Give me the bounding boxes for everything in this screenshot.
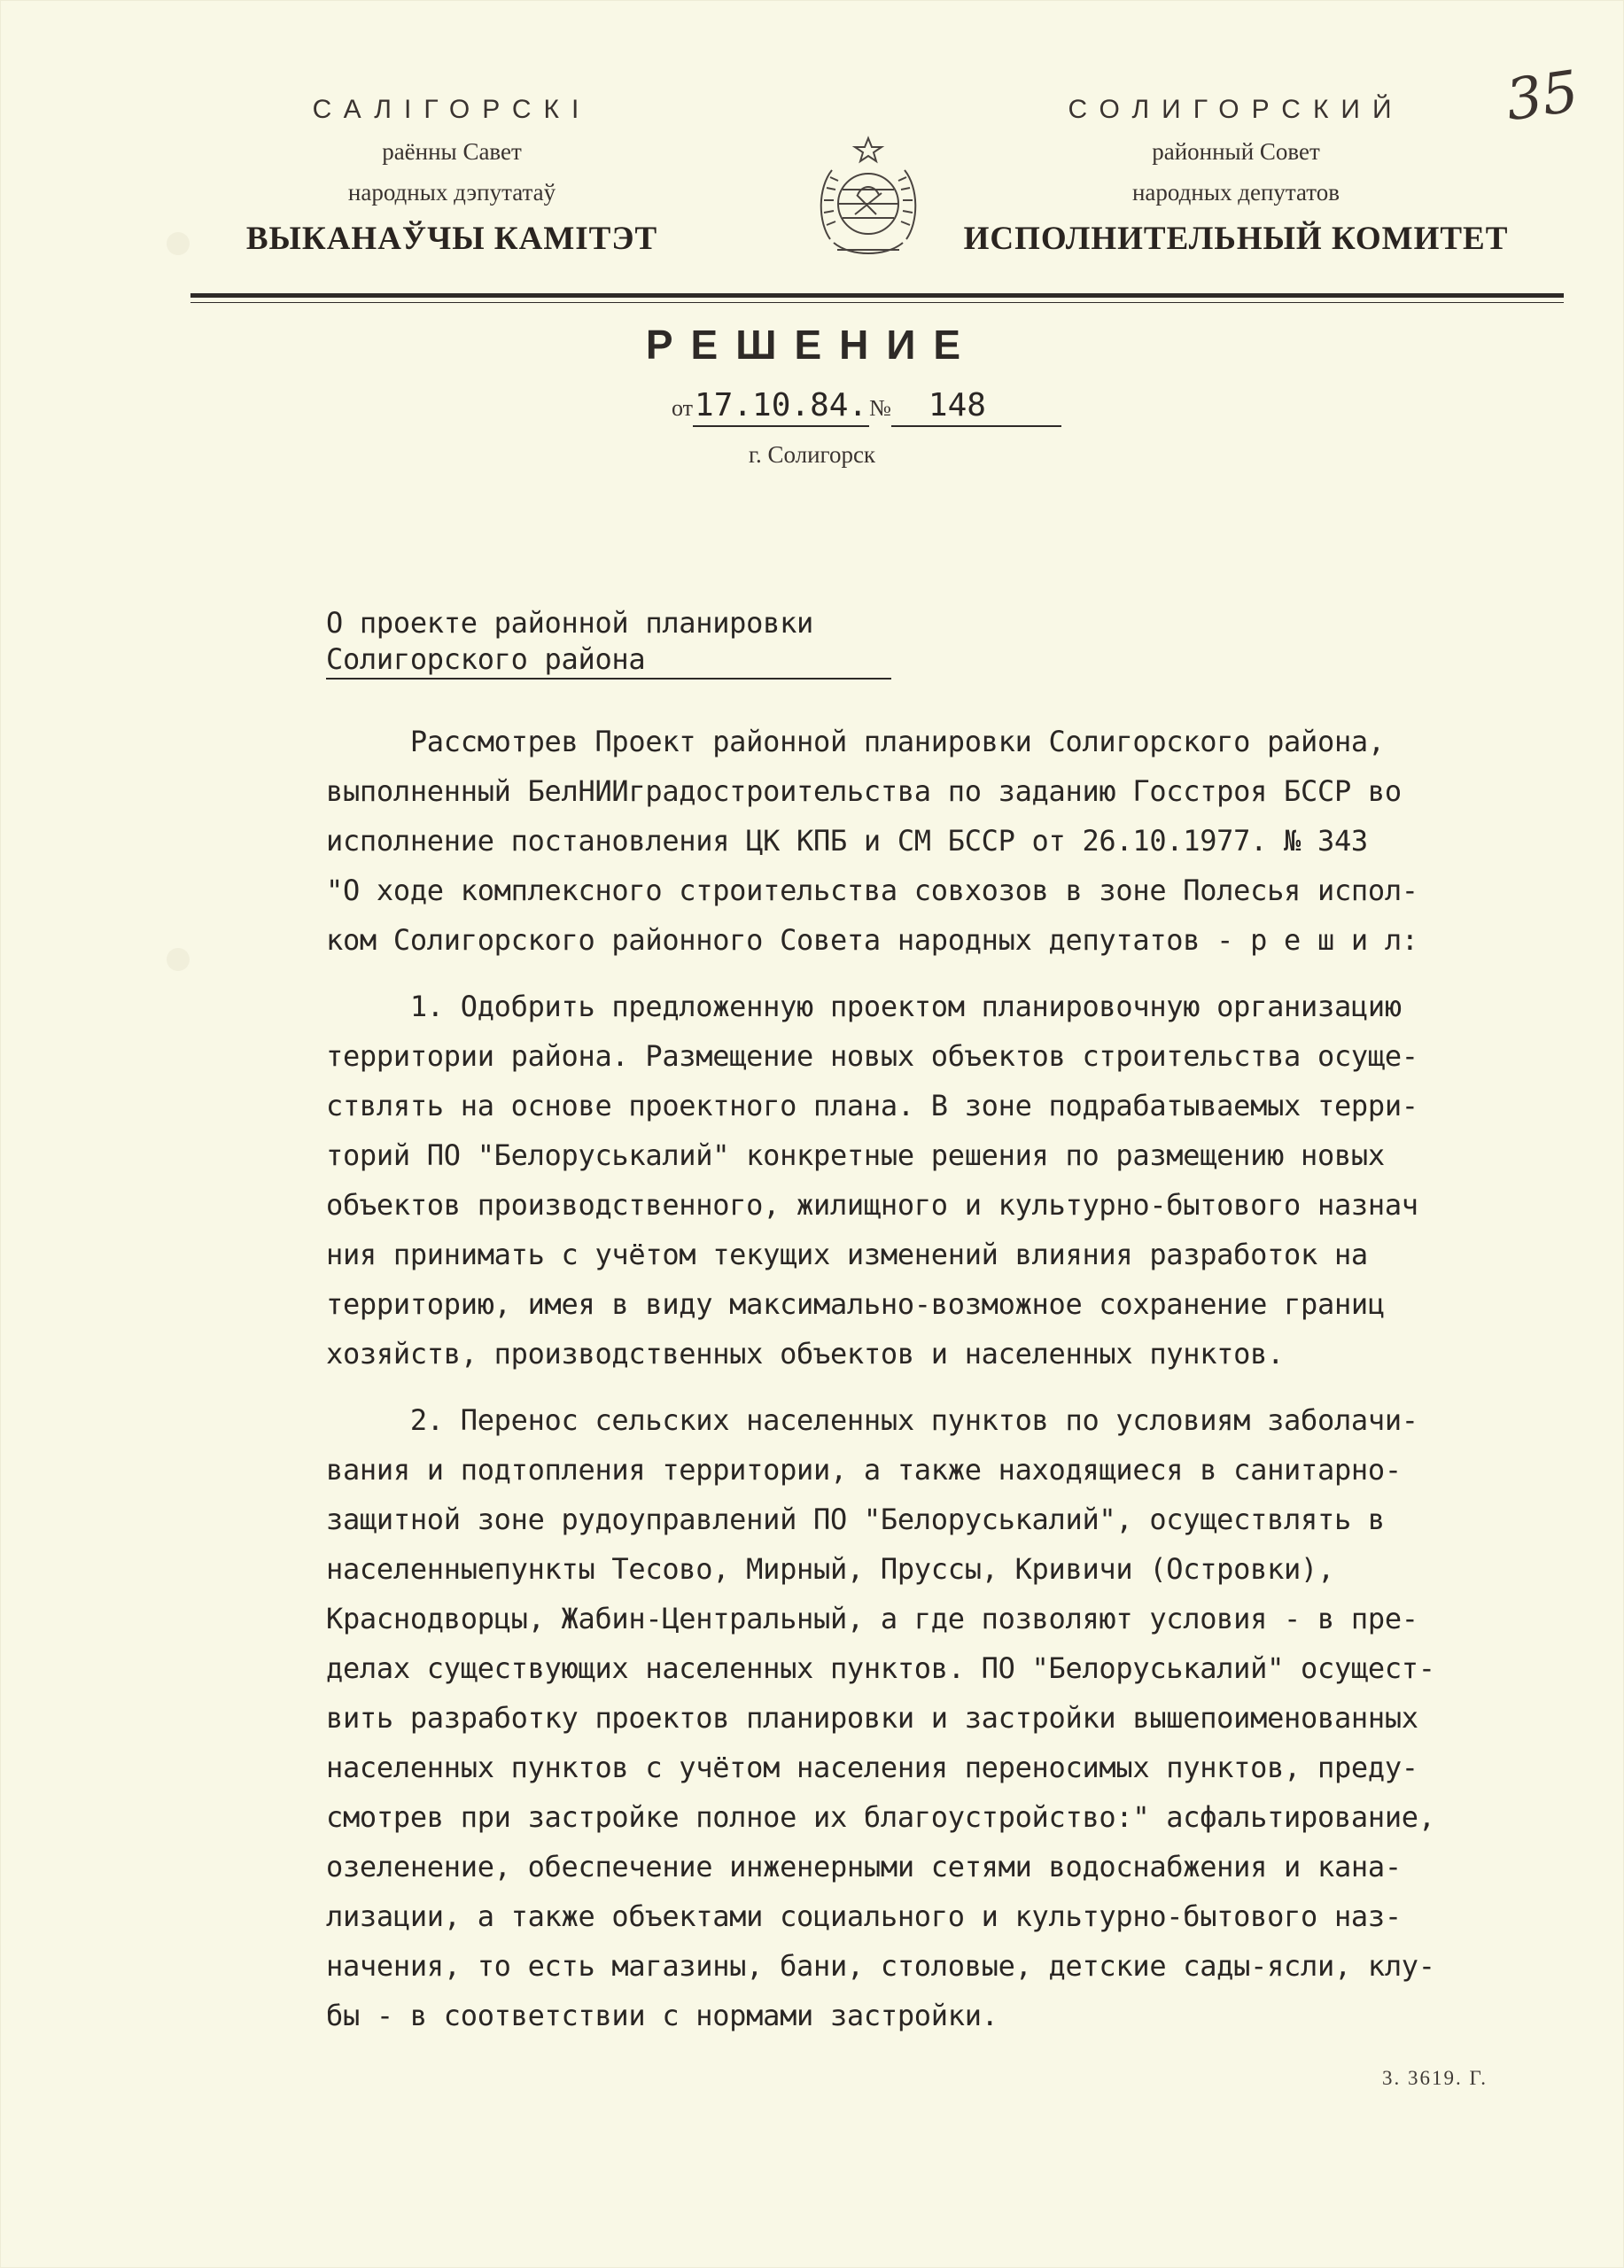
header-council: раённы Савет [382,138,522,165]
header-divider [190,293,1564,298]
city-line: г. Солигорск [748,441,876,468]
print-code: 3. 3619. Г. [1382,2067,1488,2089]
header-org-name: САЛІГОРСКІ [312,95,592,124]
punch-hole-mark [167,948,190,971]
body-text-line: вить разработку проектов планировки и застройки вышепоименованных [326,1701,1418,1735]
body-text-line: начения, то есть магазины, бани, столовые, детские сады-ясли, клу- [326,1949,1435,1983]
subject-underline [326,678,891,680]
header-org-name: СОЛИГОРСКИЙ [1068,95,1404,124]
body-text-line: бы - в соответствии с нормами застройки. [326,1999,998,2032]
header-deputies: народных депутатов [1131,179,1340,206]
body-text-line: исполнение постановления ЦК КПБ и СМ БССР от 26.10.1977. № 343 [326,824,1368,858]
header-executive-body: ВЫКАНАЎЧЫ КАМІТЭТ [245,221,658,257]
number-prefix: № [869,395,891,421]
body-text-line: 1. Одобрить предложенную проектом планировочную организацию [326,990,1402,1023]
body-text-line: ствлять на основе проектного плана. В зоне подрабатываемых терри- [326,1089,1418,1122]
body-text-line: защитной зоне рудоуправлений ПО "Белоруськалий", осуществлять в [326,1503,1385,1536]
body-text-line: смотрев при застройке полное их благоустройство:" асфальтирование, [326,1800,1435,1834]
body-text-line: Рассмотрев Проект районной планировки Солигорского района, [326,725,1385,758]
body-text-line: торий ПО "Белоруськалий" конкретные решения по размещению новых [326,1138,1385,1172]
subject-line: О проекте районной планировки [326,606,814,640]
state-emblem-icon [811,133,926,266]
decision-number: 148 [928,387,986,423]
body-text-line: Краснодворцы, Жабин-Центральный, а где позволяют условия - в пре- [326,1602,1418,1635]
body-text-line: ком Солигорского районного Совета народных депутатов - р е ш и л: [326,923,1418,957]
body-text-line: "О ходе комплексного строительства совхозов в зоне Полесья испол- [326,874,1418,907]
body-text-line: объектов производственного, жилищного и культурно-бытового назнач [326,1188,1418,1222]
body-text-line: лизации, а также объектами социального и культурно-бытового наз- [326,1899,1402,1933]
body-text-line: населенныепункты Тесово, Мирный, Пруссы, Кривичи (Островки), [326,1552,1334,1586]
body-text-line: делах существующих населенных пунктов. ПО "Белоруськалий" осущест- [326,1651,1435,1685]
handwritten-page-number: 35 [1502,58,1583,135]
body-text-line: территории района. Размещение новых объектов строительства осуще- [326,1039,1418,1073]
body-text-line: озеленение, обеспечение инженерными сетями водоснабжения и кана- [326,1850,1402,1884]
document-title: РЕШЕНИЕ [645,322,979,368]
body-text-line: ния принимать с учётом текущих изменений влияния разработок на [326,1238,1368,1271]
subject-line: Солигорского района [326,642,646,676]
decision-date: 17.10.84. [695,387,868,423]
header-russian [961,89,1511,258]
header-divider-thin [190,302,1564,303]
header-council: районный Совет [1152,138,1320,165]
body-text-line: хозяйств, производственных объектов и населенных пунктов. [326,1337,1285,1371]
body-text-line: вания и подтопления территории, а также находящиеся в санитарно- [326,1453,1402,1487]
body-text-line: выполненный БелНИИградостроительства по заданию Госстроя БССР во [326,774,1402,808]
header-deputies: народных дэпутатаў [347,179,556,206]
body-text-line: территорию, имея в виду максимально-возможное сохранение границ [326,1287,1385,1321]
header-belarusian [177,89,727,258]
body-text-line: 2. Перенос сельских населенных пунктов по условиям заболачи- [326,1403,1418,1437]
date-prefix: от [672,395,694,421]
body-text-line: населенных пунктов с учётом населения переносимых пунктов, преду- [326,1751,1418,1784]
date-number-line [672,387,1061,427]
header-executive-body: ИСПОЛНИТЕЛЬНЫЙ КОМИТЕТ [963,221,1509,257]
